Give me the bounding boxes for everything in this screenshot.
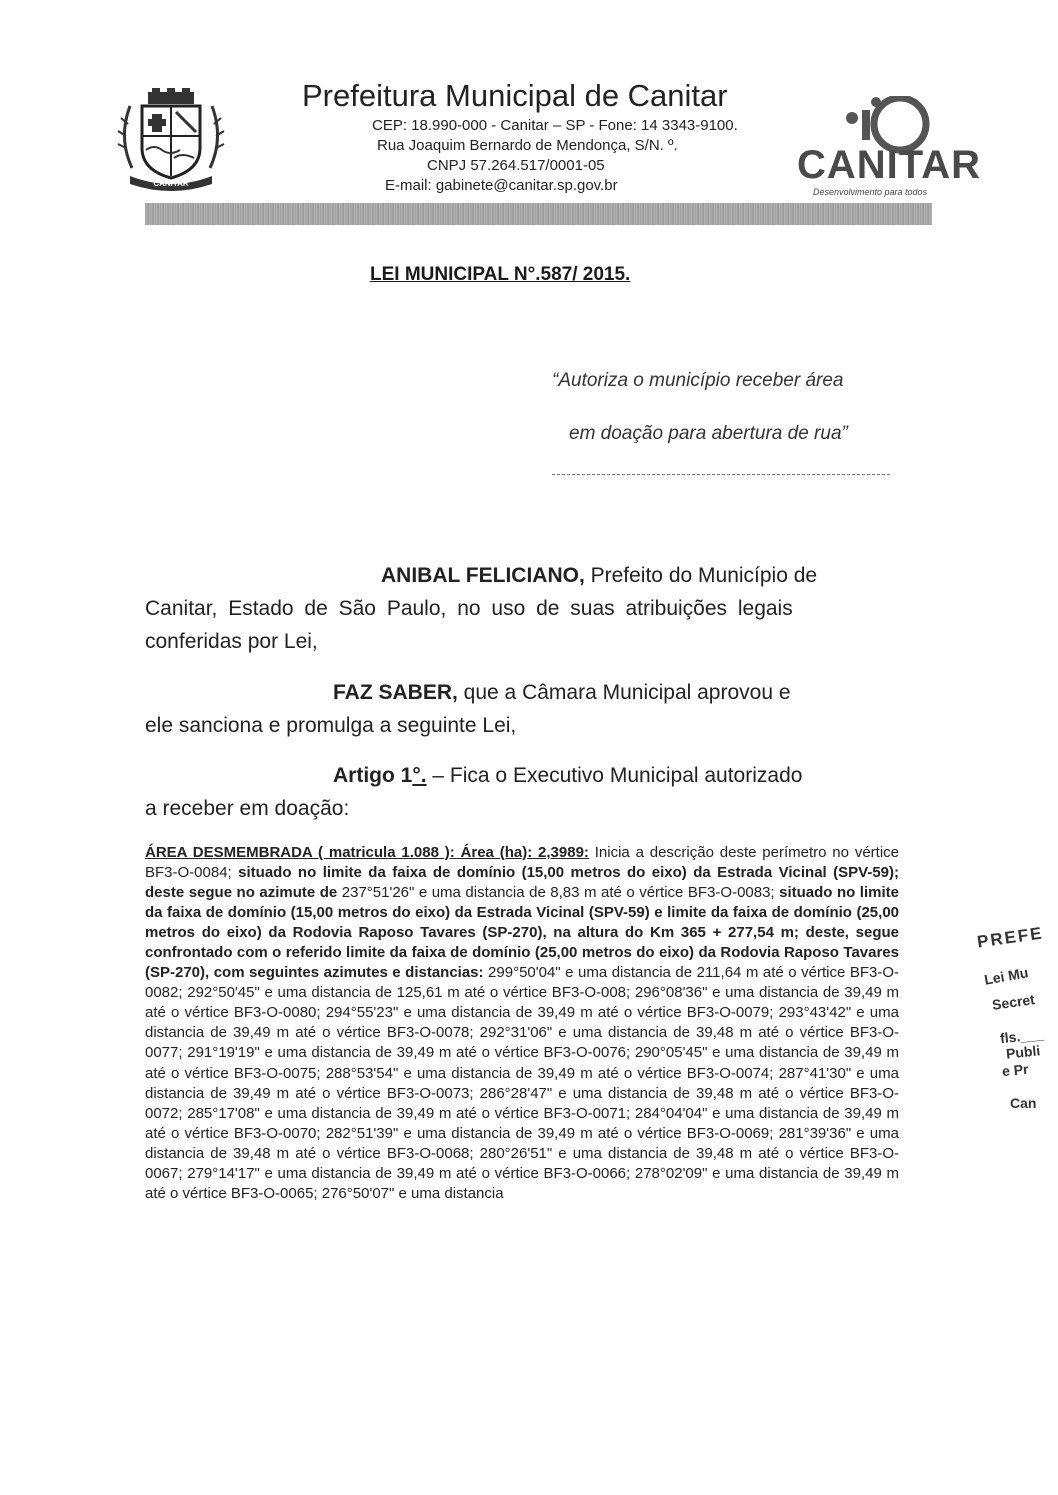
header-cep-line: CEP: 18.990-000 - Canitar – SP - Fone: 14 3343-9100. xyxy=(372,117,738,134)
artigo-1-ordinal: °. xyxy=(412,764,427,787)
area-text-3: 299°50'04" e uma distancia de 211,64 m até o vértice BF3-O-0082; 292°50'45" e uma distancia de 125,61 m até o vértice BF3-O-008; 296°08'36" e uma distancia de 39,49 m até o vértice BF3-O-0080; 294°55'23" e uma distancia de 39,49 m até o vértice BF3-O-0079; 293°43'42" e uma distancia de 39,49 m até o vértice BF3-O-0078; 292°31'06" e uma distancia de 39,48 m até o vértice BF3-O-0077; 291°19'19" e uma distancia de 39,49 m até o vértice BF3-O-0076; 290°05'45" e uma distancia de 39,49 m até o vértice BF3-O-0075; 288°53'54" e uma distancia de 39,49 m até o vértice BF3-O-0074; 287°41'30" e uma distancia de 39,49 m até o vértice BF3-O-0073; 286°28'47" e uma distancia de 39,48 m até o vértice BF3-O-0072; 285°17'08" e uma distancia de 39,49 m até o vértice BF3-O-0071; 284°04'04" e uma distancia de 39,49 m até o vértice BF3-O-0070; 282°51'39" e uma distancia de 39,49 m até o vértice BF3-O-0069; 281°39'36" e uma distancia de 39,48 m até o vértice BF3-O-0068; 280°26'51" e uma distancia de 39,48 m até o vértice BF3-O-0067; 279°14'17" e uma distancia de 39,49 m até o vértice BF3-O-0066; 278°02'09" e uma distancia de 39,49 m até o vértice BF3-O-0065; 276°50'07" e uma distancia xyxy=(145,964,899,1202)
header-divider-band xyxy=(145,203,932,225)
ementa-line-1: “Autoriza o município receber área xyxy=(552,370,844,391)
artigo-1-line-1 xyxy=(333,764,802,788)
stamp-line-2: Lei Mu xyxy=(982,964,1030,988)
side-stamp xyxy=(964,920,1058,1130)
preamble-line-1-rest: Prefeito do Município de xyxy=(584,564,818,587)
stamp-line-5: Publi xyxy=(1005,1042,1041,1062)
area-bold-2: situado no limite da faixa de domínio (15,00 metros do eixo) da Estrada Vicinal (SPV-59) e limite da faixa de domínio (25,00 metros do eixo) da Rodovia Raposo Tavares (SP-270), na altura do Km 365 + 277,54 m; deste, segue confrontado com o referido limite da faixa de domínio (25,00 metros do eixo) da Rodovia Raposo Tavares (SP-270), com seguintes azimutes e distancias: xyxy=(145,884,899,982)
stamp-line-6: e Pr xyxy=(1001,1060,1030,1080)
area-text-1: Inicia a descrição deste perímetro no vértice BF3-O-0084; xyxy=(145,844,899,882)
municipal-seal-icon xyxy=(112,88,230,192)
seal-label: CANITAR xyxy=(153,179,189,188)
stamp-line-4: fls.___ xyxy=(999,1025,1045,1047)
logo-tagline: Desenvolvimento para todos xyxy=(813,187,928,197)
artigo-1-rest: – Fica o Executivo Municipal autorizado xyxy=(426,764,803,787)
faz-saber-line-2: ele sanciona e promulga a seguinte Lei, xyxy=(145,714,517,737)
faz-saber-label: FAZ SABER, xyxy=(333,681,458,704)
stamp-line-3: Secret xyxy=(991,991,1036,1013)
area-bold-1: situado no limite da faixa de domínio (15,00 metros do eixo) da Estrada Vicinal (SPV-59); deste segue no azimute de xyxy=(145,864,900,902)
law-title: LEI MUNICIPAL N°.587/ 2015. xyxy=(370,264,631,285)
artigo-1-line-2: a receber em doação: xyxy=(145,797,350,820)
ementa-line-2: em doação para abertura de rua” xyxy=(569,423,848,444)
ementa-divider xyxy=(552,474,890,475)
preamble-line-2: Canitar, Estado de São Paulo, no uso de suas atribuições legais xyxy=(145,597,793,620)
preamble-line-3: conferidas por Lei, xyxy=(145,630,318,653)
area-heading: ÁREA DESMEMBRADA ( matricula 1.088 ): Área (ha): 2,3989: xyxy=(145,844,589,861)
faz-saber-line-1 xyxy=(333,681,791,705)
header-title: Prefeitura Municipal de Canitar xyxy=(302,78,728,113)
artigo-1-label: Artigo 1 xyxy=(333,764,413,787)
header-address-line: Rua Joaquim Bernardo de Mendonça, S/N. º. xyxy=(377,137,678,154)
stamp-line-7: Can xyxy=(1010,1095,1037,1111)
area-description xyxy=(145,843,899,1204)
header-email-line: E-mail: gabinete@canitar.sp.gov.br xyxy=(385,177,618,194)
area-text-2: 237°51'26" e uma distancia de 8,83 m até o vértice BF3-O-0083; xyxy=(337,884,780,902)
faz-saber-rest: que a Câmara Municipal aprovou e xyxy=(457,681,791,704)
stamp-line-1: PREFE xyxy=(975,923,1045,952)
logo-wordmark: CANITAR xyxy=(797,143,982,187)
preamble-line-1 xyxy=(381,564,817,588)
header-cnpj-line: CNPJ 57.264.517/0001-05 xyxy=(427,157,605,174)
mayor-name: ANIBAL FELICIANO, xyxy=(381,564,585,587)
